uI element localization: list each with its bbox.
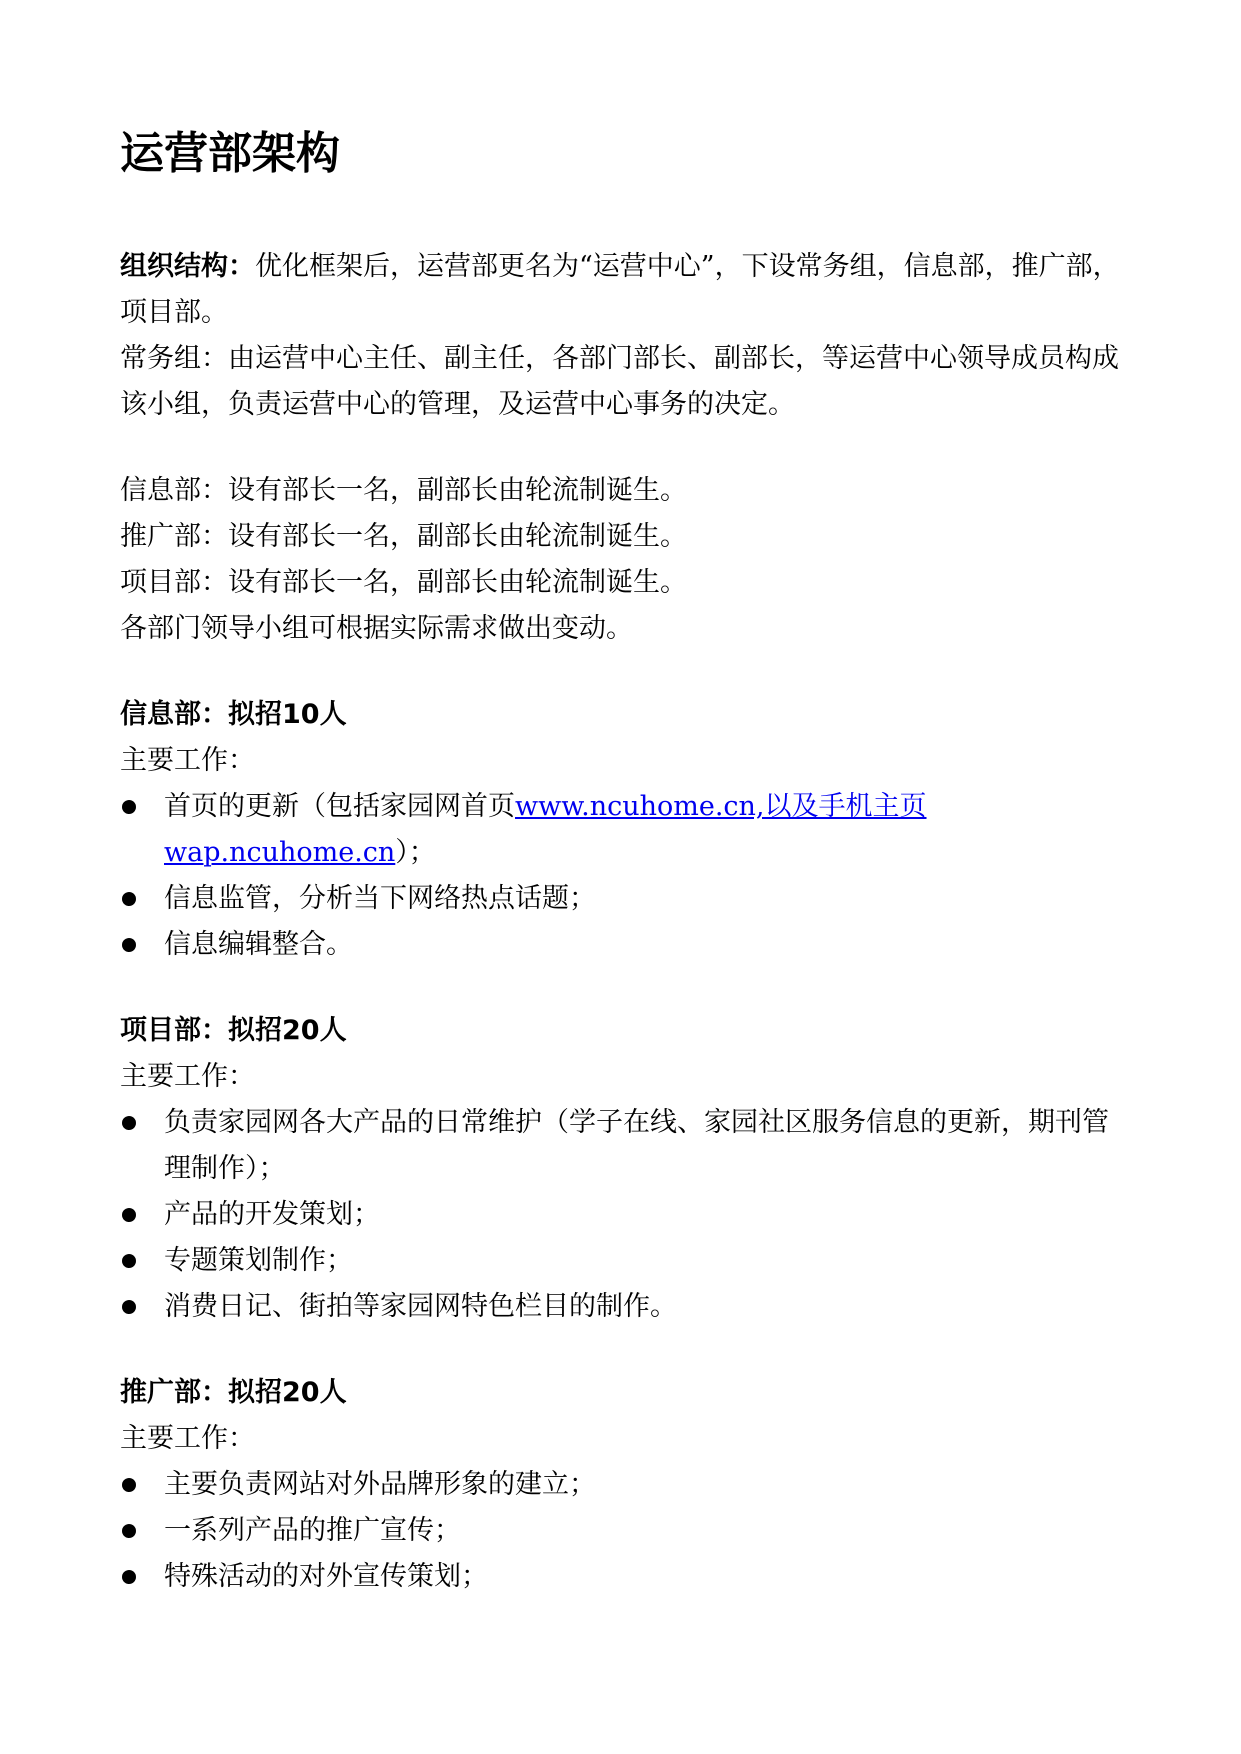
bullet-icon <box>122 1116 136 1130</box>
bullet-icon <box>122 1254 136 1268</box>
spacer <box>120 428 1120 468</box>
bullet-list-project <box>120 1100 1120 1330</box>
bullet-icon <box>122 1208 136 1222</box>
section-subheading: 主要工作： <box>120 1423 255 1454</box>
spacer <box>120 1330 1120 1370</box>
bullet-icon <box>122 1300 136 1314</box>
page-title: 运营部架构 <box>120 128 340 179</box>
bullet-list-promo <box>120 1462 1120 1600</box>
spacer <box>120 652 1120 692</box>
list-item-text: 信息编辑整合。 <box>164 929 353 960</box>
list-item <box>120 1192 1120 1238</box>
list-item-text: 首页的更新（包括家园网首页 <box>164 791 515 822</box>
bullet-icon <box>122 1478 136 1492</box>
list-item-text: 主要负责网站对外品牌形象的建立； <box>164 1469 596 1500</box>
list-item <box>120 876 1120 922</box>
list-item <box>120 1100 1120 1192</box>
bullet-icon <box>122 1570 136 1584</box>
list-item-text: 特殊活动的对外宣传策划； <box>164 1561 488 1592</box>
org-structure-paragraph <box>120 244 1120 336</box>
document-content <box>120 124 1120 1600</box>
section-heading-promo: 推广部：拟招20人 <box>120 1377 347 1408</box>
bullet-icon <box>122 1524 136 1538</box>
list-item-text: 信息监管，分析当下网络热点话题； <box>164 883 596 914</box>
list-item-text: 负责家园网各大产品的日常维护（学子在线、家园社区服务信息的更新，期刊管理制作）； <box>164 1107 1109 1184</box>
list-item-text: 一系列产品的推广宣传； <box>164 1515 461 1546</box>
standing-group-paragraph: 常务组：由运营中心主任、副主任，各部门部长、副部长，等运营中心领导成员构成该小组，负责运营中心的管理，及运营中心事务的决定。 <box>120 343 1119 420</box>
org-structure-text: 优化框架后，运营部更名为“运营中心”，下设常务组，信息部，推广部，项目部。 <box>120 251 1120 328</box>
section-heading-project: 项目部：拟招20人 <box>120 1015 347 1046</box>
list-item <box>120 1462 1120 1508</box>
role-line-promo: 推广部：设有部长一名，副部长由轮流制诞生。 <box>120 521 687 552</box>
role-note: 各部门领导小组可根据实际需求做出变动。 <box>120 613 633 644</box>
list-item-text: ）； <box>395 837 436 868</box>
section-subheading: 主要工作： <box>120 1061 255 1092</box>
list-item <box>120 1508 1120 1554</box>
bullet-icon <box>122 892 136 906</box>
bullet-list-info <box>120 784 1120 968</box>
bullet-icon <box>122 800 136 814</box>
list-item <box>120 922 1120 968</box>
role-line-project: 项目部：设有部长一名，副部长由轮流制诞生。 <box>120 567 687 598</box>
list-item-text: 消费日记、街拍等家园网特色栏目的制作。 <box>164 1291 677 1322</box>
list-item <box>120 1554 1120 1600</box>
bullet-icon <box>122 938 136 952</box>
list-item-text: 专题策划制作； <box>164 1245 353 1276</box>
role-line-info: 信息部：设有部长一名，副部长由轮流制诞生。 <box>120 475 687 506</box>
list-item <box>120 1284 1120 1330</box>
list-item <box>120 784 1120 876</box>
homepage-link[interactable]: www.ncuhome.cn,以及手机主页wap.ncuhome.cn <box>164 791 927 868</box>
section-heading-info: 信息部：拟招10人 <box>120 699 347 730</box>
spacer <box>120 968 1120 1008</box>
list-item-text: 产品的开发策划； <box>164 1199 380 1230</box>
org-structure-label: 组织结构： <box>120 251 255 282</box>
section-subheading: 主要工作： <box>120 745 255 776</box>
list-item <box>120 1238 1120 1284</box>
